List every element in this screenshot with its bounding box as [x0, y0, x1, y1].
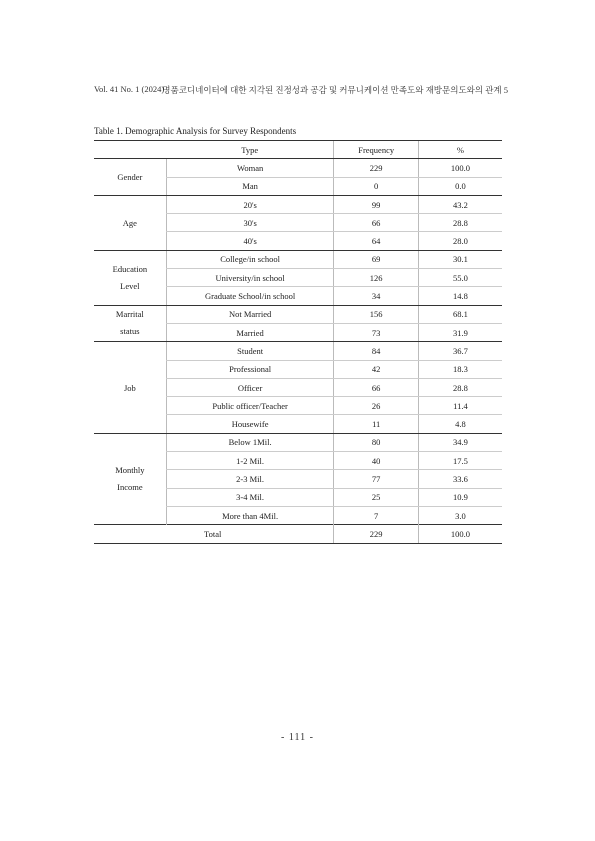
row-frequency: 77: [334, 470, 418, 488]
row-type: Man: [166, 177, 334, 195]
demographic-table: [94, 140, 502, 544]
table-header-row: [94, 141, 502, 159]
total-frequency: 229: [334, 525, 418, 543]
row-frequency: 0: [334, 177, 418, 195]
group-label-income: [94, 433, 166, 524]
row-type: 3-4 Mil.: [166, 488, 334, 506]
row-frequency: 99: [334, 195, 418, 213]
header-percent: %: [418, 141, 502, 159]
row-type: Professional: [166, 360, 334, 378]
row-type: Woman: [166, 159, 334, 177]
row-frequency: 66: [334, 214, 418, 232]
row-percent: 3.0: [418, 506, 502, 524]
row-type: 30's: [166, 214, 334, 232]
group-label-education: [94, 250, 166, 305]
group-label-job: Job: [94, 342, 166, 433]
row-percent: 11.4: [418, 397, 502, 415]
page-number: - 111 -: [281, 732, 314, 743]
row-frequency: 11: [334, 415, 418, 433]
table-row: [94, 433, 502, 451]
row-percent: 28.8: [418, 214, 502, 232]
row-frequency: 80: [334, 433, 418, 451]
row-percent: 100.0: [418, 159, 502, 177]
row-frequency: 126: [334, 269, 418, 287]
row-type: Married: [166, 323, 334, 341]
group-label-income-text: Monthly Income: [115, 464, 145, 492]
row-percent: 68.1: [418, 305, 502, 323]
table-row: [94, 195, 502, 213]
row-type: 2-3 Mil.: [166, 470, 334, 488]
row-percent: 55.0: [418, 269, 502, 287]
row-frequency: 25: [334, 488, 418, 506]
row-type: University/in school: [166, 269, 334, 287]
row-frequency: 34: [334, 287, 418, 305]
row-type: Below 1Mil.: [166, 433, 334, 451]
table-row: [94, 342, 502, 360]
row-percent: 30.1: [418, 250, 502, 268]
total-label: Total: [94, 525, 334, 543]
row-percent: 4.8: [418, 415, 502, 433]
row-frequency: 40: [334, 452, 418, 470]
group-label-age: Age: [94, 195, 166, 250]
row-type: More than 4Mil.: [166, 506, 334, 524]
header-type: Type: [94, 141, 334, 159]
table-row: [94, 305, 502, 323]
row-frequency: 66: [334, 378, 418, 396]
row-frequency: 156: [334, 305, 418, 323]
row-percent: 0.0: [418, 177, 502, 195]
row-type: Student: [166, 342, 334, 360]
row-type: Graduate School/in school: [166, 287, 334, 305]
group-label-marital-text: Marrital status: [115, 309, 144, 337]
row-type: 20's: [166, 195, 334, 213]
table-row: [94, 250, 502, 268]
row-percent: 31.9: [418, 323, 502, 341]
running-title: 명품코디네이터에 대한 지각된 진정성과 공감 및 커뮤니케이션 만족도와 재방문의도와의 관계 5: [162, 85, 508, 95]
row-type: Public officer/Teacher: [166, 397, 334, 415]
total-percent: 100.0: [418, 525, 502, 543]
row-percent: 28.0: [418, 232, 502, 250]
row-percent: 33.6: [418, 470, 502, 488]
row-type: Housewife: [166, 415, 334, 433]
table-row: [94, 159, 502, 177]
row-frequency: 229: [334, 159, 418, 177]
row-type: College/in school: [166, 250, 334, 268]
row-frequency: 73: [334, 323, 418, 341]
row-frequency: 64: [334, 232, 418, 250]
row-frequency: 26: [334, 397, 418, 415]
row-frequency: 84: [334, 342, 418, 360]
row-percent: 18.3: [418, 360, 502, 378]
header-frequency: Frequency: [334, 141, 418, 159]
row-percent: 17.5: [418, 452, 502, 470]
row-percent: 10.9: [418, 488, 502, 506]
table-caption: Table 1. Demographic Analysis for Survey Respondents: [94, 126, 297, 136]
row-type: Officer: [166, 378, 334, 396]
row-frequency: 69: [334, 250, 418, 268]
row-percent: 14.8: [418, 287, 502, 305]
row-percent: 43.2: [418, 195, 502, 213]
group-label-gender: Gender: [94, 159, 166, 196]
group-label-marital: [94, 305, 166, 342]
journal-volume: Vol. 41 No. 1 (2024): [94, 84, 165, 94]
row-percent: 28.8: [418, 378, 502, 396]
row-type: 1-2 Mil.: [166, 452, 334, 470]
row-frequency: 7: [334, 506, 418, 524]
row-percent: 34.9: [418, 433, 502, 451]
row-percent: 36.7: [418, 342, 502, 360]
group-label-education-text: Education Level: [112, 263, 148, 291]
row-frequency: 42: [334, 360, 418, 378]
row-type: 40's: [166, 232, 334, 250]
table-total-row: [94, 525, 502, 543]
row-type: Not Married: [166, 305, 334, 323]
